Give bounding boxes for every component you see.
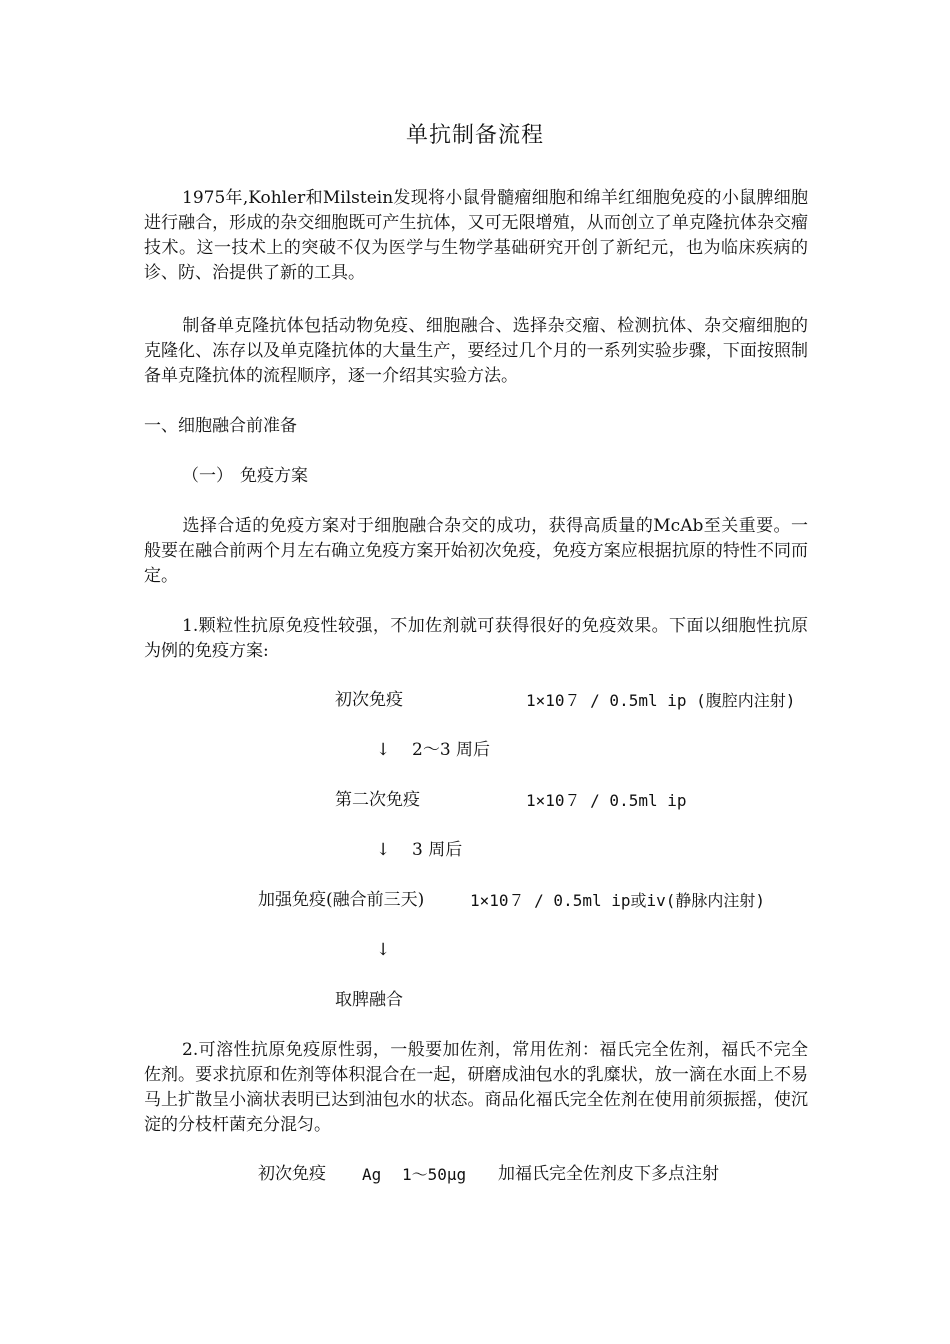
scheme-step1-label: 初次免疫 [335, 690, 403, 710]
scheme-final-step: 取脾融合 [335, 990, 403, 1010]
particulate-paragraph [144, 614, 808, 664]
subsection-number: （一） [182, 466, 233, 486]
scheme-step1-dose: 1×10７ / 0.5ml ip (腹腔内注射) [526, 691, 796, 710]
soluble-paragraph [144, 1038, 808, 1138]
overview-paragraph [144, 314, 808, 389]
scheme-step3-dose: 1×10７ / 0.5ml ip或iv(静脉内注射) [470, 891, 766, 910]
document-title: 单抗制备流程 [405, 123, 544, 148]
section-heading: 一、细胞融合前准备 [144, 416, 297, 436]
soluble-text: 2.可溶性抗原免疫原性弱，一般要加佐剂，常用佐剂：福氏完全佐剂，福氏不完全佐剂。要求抗原和佐剂等体积混合在一起，研磨成油包水的乳糜状，放一滴在水面上不易马上扩散呈小滴状表明已达到油包水的状态。商品化福氏完全佐剂在使用前须振摇，使沉淀的分枝杆菌充分混匀。 [144, 1040, 808, 1135]
scheme-interval2: 3 周后 [412, 840, 463, 860]
immunization-paragraph [144, 514, 808, 589]
scheme-step2-dose: 1×10７ / 0.5ml ip [526, 791, 687, 810]
scheme-step2-label: 第二次免疫 [335, 790, 420, 810]
overview-text: 制备单克隆抗体包括动物免疫、细胞融合、选择杂交瘤、检测抗体、杂交瘤细胞的克隆化、冻存以及单克隆抗体的大量生产，要经过几个月的一系列实验步骤，下面按照制备单克隆抗体的流程顺序，逐一介绍其实验方法。 [144, 316, 808, 386]
intro-paragraph [144, 186, 808, 286]
down-arrow-icon: ↓ [376, 940, 391, 960]
scheme-step3-label: 加强免疫(融合前三天) [258, 890, 425, 910]
particulate-text: 1.颗粒性抗原免疫性较强，不加佐剂就可获得很好的免疫效果。下面以细胞性抗原为例的免疫方案: [144, 616, 808, 661]
intro-text: 1975年,Kohler和Milstein发现将小鼠骨髓瘤细胞和绵羊红细胞免疫的小鼠脾细胞进行融合，形成的杂交细胞既可产生抗体，又可无限增殖，从而创立了单克隆抗体杂交瘤技术。这一技术上的突破不仅为医学与生物学基础研究开创了新纪元，也为临床疾病的诊、防、治提供了新的工具。 [144, 188, 808, 283]
soluble-scheme-label: 初次免疫 [258, 1164, 326, 1184]
subsection-title: 免疫方案 [240, 466, 308, 486]
immunization-text: 选择合适的免疫方案对于细胞融合杂交的成功，获得高质量的McAb至关重要。一般要在融合前两个月左右确立免疫方案开始初次免疫，免疫方案应根据抗原的特性不同而定。 [144, 516, 808, 586]
soluble-scheme-dose: 1～50μg [402, 1165, 467, 1184]
soluble-scheme-method: 加福氏完全佐剂皮下多点注射 [498, 1164, 719, 1184]
soluble-scheme-antigen: Ag [362, 1165, 382, 1184]
down-arrow-icon: ↓ [376, 840, 391, 860]
down-arrow-icon: ↓ [376, 740, 391, 760]
scheme-interval1: 2～3 周后 [412, 740, 491, 760]
